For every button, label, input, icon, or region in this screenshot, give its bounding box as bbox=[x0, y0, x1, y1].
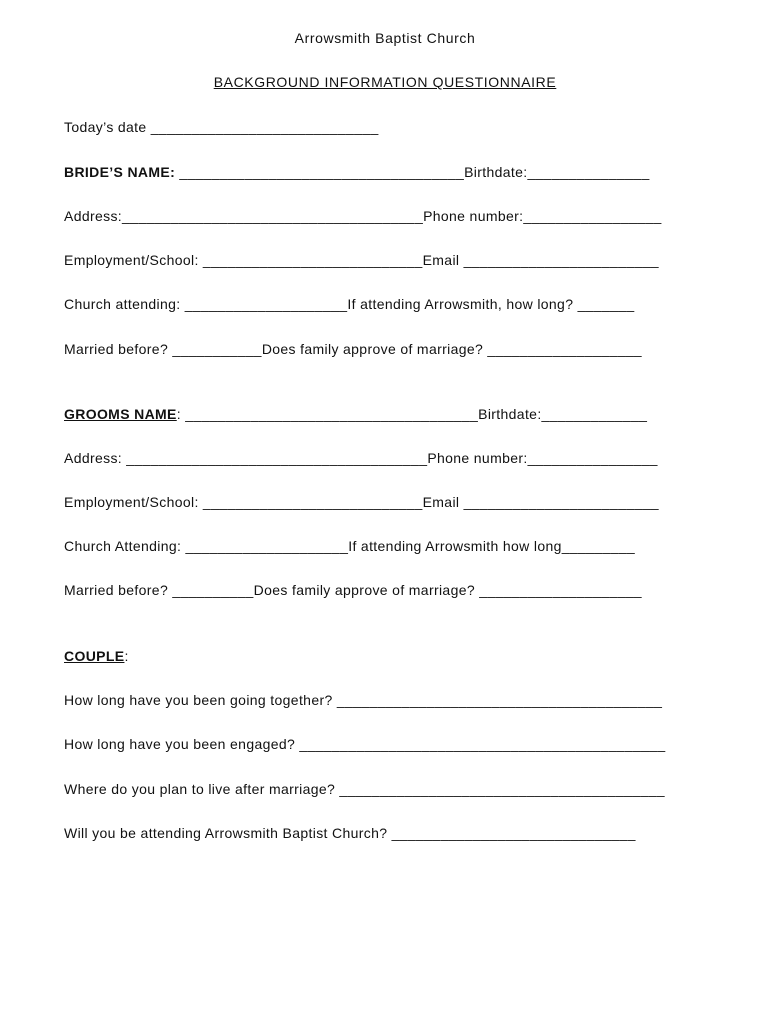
groom-married-field[interactable]: Married before? __________Does family approve of marriage? ____________________ bbox=[64, 582, 642, 598]
couple-attending-field[interactable]: Will you be attending Arrowsmith Baptist Church? ______________________________ bbox=[64, 825, 636, 841]
couple-live-field[interactable]: Where do you plan to live after marriage? ________________________________________ bbox=[64, 781, 665, 797]
bride-married-field[interactable]: Married before? ___________Does family approve of marriage? ___________________ bbox=[64, 341, 642, 357]
couple-engaged-field[interactable]: How long have you been engaged? _____________________________________________ bbox=[64, 736, 666, 752]
groom-address-field[interactable]: Address: _____________________________________Phone number:________________ bbox=[64, 450, 658, 466]
couple-together-field[interactable]: How long have you been going together? ________________________________________ bbox=[64, 692, 663, 708]
todays-date-field[interactable]: Today’s date ____________________________ bbox=[64, 119, 379, 135]
groom-church-field[interactable]: Church Attending: ____________________If attending Arrowsmith how long_________ bbox=[64, 538, 635, 554]
bride-name-field[interactable]: ___________________________________Birthdate:_______________ bbox=[175, 164, 650, 180]
groom-name-label: GROOMS NAME bbox=[64, 406, 177, 422]
couple-heading bbox=[64, 647, 129, 665]
groom-name-field[interactable]: : ____________________________________Birthdate:_____________ bbox=[176, 406, 648, 422]
couple-label-colon: : bbox=[124, 648, 129, 664]
groom-employment-field[interactable]: Employment/School: ___________________________Email ________________________ bbox=[64, 494, 659, 510]
church-name: Arrowsmith Baptist Church bbox=[294, 30, 476, 46]
groom-name-row bbox=[64, 405, 647, 423]
bride-employment-field[interactable]: Employment/School: ___________________________Email ________________________ bbox=[64, 252, 659, 268]
couple-label: COUPLE bbox=[64, 648, 125, 664]
bride-church-field[interactable]: Church attending: ____________________If attending Arrowsmith, how long? _______ bbox=[64, 296, 635, 312]
bride-name-label: BRIDE’S NAME: bbox=[64, 164, 176, 180]
bride-address-field[interactable]: Address:_____________________________________Phone number:_________________ bbox=[64, 208, 662, 224]
bride-name-row bbox=[64, 163, 650, 181]
form-title: BACKGROUND INFORMATION QUESTIONNAIRE bbox=[213, 74, 557, 90]
